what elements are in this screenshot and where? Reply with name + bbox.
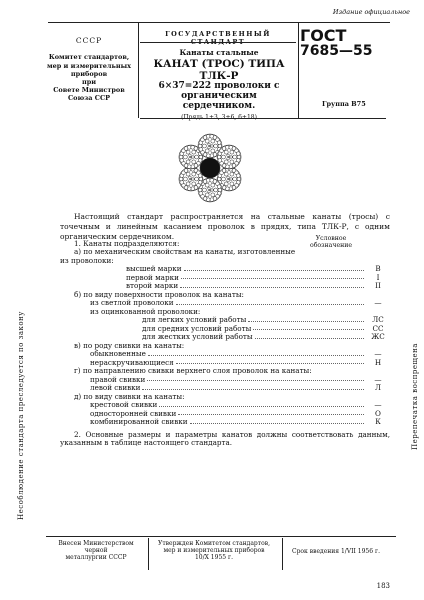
wire bbox=[236, 174, 240, 178]
list-item-label: правой свивки bbox=[90, 375, 146, 384]
designation-code: — bbox=[374, 374, 382, 384]
title-line: Канаты стальные bbox=[179, 48, 259, 57]
list-item bbox=[60, 401, 390, 409]
wire bbox=[186, 182, 190, 186]
designation-code: — bbox=[374, 400, 382, 410]
leader-dots bbox=[176, 299, 364, 304]
document-title bbox=[140, 48, 298, 121]
list-item bbox=[60, 282, 390, 290]
list-item-label: первой марки bbox=[126, 273, 179, 282]
wire bbox=[192, 182, 196, 186]
list-item bbox=[60, 367, 390, 375]
leader-dots bbox=[148, 350, 364, 355]
leader-dots bbox=[253, 325, 364, 330]
footer-line: мер и измерительных приборов bbox=[163, 547, 265, 555]
list-item bbox=[60, 248, 390, 256]
wire bbox=[214, 144, 218, 148]
list-item bbox=[60, 410, 390, 418]
wire bbox=[205, 149, 209, 153]
list-item bbox=[60, 418, 390, 426]
classification-list bbox=[60, 240, 390, 448]
list-item bbox=[60, 376, 390, 384]
wire bbox=[186, 150, 190, 154]
org-line: мер и измерительных bbox=[46, 61, 132, 70]
wire bbox=[236, 152, 240, 156]
wire bbox=[198, 174, 202, 178]
list-item bbox=[60, 299, 390, 307]
wire bbox=[221, 177, 225, 181]
list-item bbox=[60, 350, 390, 358]
divider bbox=[140, 118, 386, 119]
leader-dots bbox=[190, 418, 364, 423]
divider bbox=[282, 538, 283, 570]
wire bbox=[186, 160, 190, 164]
list-item-label: второй марки bbox=[126, 282, 179, 291]
wire bbox=[224, 182, 228, 186]
gost-designation bbox=[300, 28, 380, 59]
wire bbox=[228, 156, 230, 158]
list-item-label: б) по виду поверхности проволок на канаты: bbox=[74, 290, 244, 299]
designation-code: II bbox=[375, 281, 381, 291]
list-item-label: для жестких условий работы bbox=[142, 333, 253, 342]
leader-dots bbox=[147, 376, 364, 381]
list-item bbox=[60, 291, 390, 299]
footer-approved bbox=[150, 540, 278, 562]
code-column-header bbox=[296, 236, 366, 250]
list-item bbox=[60, 316, 390, 324]
list-item-label: из светлой проволоки bbox=[90, 299, 174, 308]
divider bbox=[298, 22, 299, 118]
list-item bbox=[60, 384, 390, 392]
header-rule bbox=[48, 22, 390, 23]
footer-line: Утвержден Комитетом стандартов, bbox=[158, 540, 270, 547]
leader-dots bbox=[184, 265, 364, 270]
footer-line: 10/X 1955 г. bbox=[194, 554, 234, 562]
page-number: 183 bbox=[376, 582, 390, 590]
list-item-label: левой свивки bbox=[90, 384, 141, 393]
wire bbox=[202, 144, 206, 148]
divider bbox=[148, 538, 149, 570]
wire bbox=[192, 160, 196, 164]
designation-code: I bbox=[376, 272, 380, 282]
title-line: КАНАТ (ТРОС) ТИПА ТЛК-Р bbox=[153, 58, 285, 82]
wire bbox=[230, 182, 234, 186]
leader-dots bbox=[248, 316, 364, 321]
issuing-organization bbox=[44, 36, 134, 102]
list-item bbox=[60, 265, 390, 273]
list-item-label: из оцинкованной проволоки: bbox=[90, 307, 201, 316]
wire bbox=[190, 156, 192, 158]
side-note-right bbox=[400, 200, 419, 450]
footer-line: металлургии СССР bbox=[65, 554, 127, 562]
wire bbox=[233, 177, 237, 181]
footer-effective: Срок введения 1/VII 1956 г. bbox=[292, 548, 380, 555]
designation-code: О bbox=[375, 408, 381, 418]
standard-header: ГОСУДАРСТВЕННЫЙ СТАНДАРТ bbox=[165, 30, 271, 46]
wire bbox=[230, 172, 234, 176]
list-item bbox=[60, 257, 390, 265]
gost-number: 7685—55 bbox=[300, 43, 373, 59]
wire bbox=[224, 160, 228, 164]
wire bbox=[205, 139, 209, 143]
list-item bbox=[60, 325, 390, 333]
code-head-line: обозначение bbox=[309, 241, 353, 249]
wire bbox=[230, 150, 234, 154]
leader-dots bbox=[159, 401, 364, 406]
wire bbox=[217, 185, 221, 189]
country-label: СССР bbox=[75, 36, 103, 45]
list-item-label: из проволоки: bbox=[60, 256, 114, 265]
list-item-label: комбинированной свивки bbox=[90, 418, 188, 427]
leader-dots bbox=[255, 333, 364, 338]
wire bbox=[230, 160, 234, 164]
wire bbox=[211, 139, 215, 143]
leader-dots bbox=[181, 274, 364, 279]
list-item-label: а) по механическим свойствам на канаты, изготовленные bbox=[74, 248, 296, 257]
list-item bbox=[60, 342, 390, 350]
list-item-label: для легких условий работы bbox=[142, 316, 247, 325]
list-item bbox=[60, 359, 390, 367]
wire bbox=[211, 183, 215, 187]
group-code: Группа В75 bbox=[322, 100, 366, 108]
designation-code: СС bbox=[372, 323, 384, 333]
org-line: Комитет стандартов, bbox=[48, 53, 130, 62]
wire bbox=[195, 155, 199, 159]
code-head-line: Условное bbox=[315, 235, 347, 242]
org-line: при bbox=[81, 77, 97, 86]
wire bbox=[211, 193, 215, 197]
wire bbox=[214, 188, 218, 192]
edition-note: Издание официальное bbox=[332, 8, 410, 16]
list-item-label: высшей марки bbox=[126, 265, 182, 274]
wire bbox=[183, 177, 187, 181]
wire bbox=[192, 172, 196, 176]
list-item bbox=[60, 333, 390, 341]
list-item-label: обыкновенные bbox=[90, 350, 146, 359]
wire bbox=[233, 155, 237, 159]
list-item-label: односторонней свивки bbox=[90, 409, 177, 418]
designation-code: К bbox=[375, 417, 381, 427]
leader-dots bbox=[142, 384, 364, 389]
leader-dots bbox=[176, 359, 364, 364]
wire bbox=[183, 155, 187, 159]
side-note-text: Несоблюдение стандарта преследуется по закону bbox=[17, 311, 25, 520]
wire bbox=[190, 178, 192, 180]
wire bbox=[209, 145, 211, 147]
wire bbox=[205, 193, 209, 197]
title-line: сердечником. bbox=[182, 100, 256, 111]
designation-code: Н bbox=[374, 357, 382, 367]
list-item-label: в) по роду свивки на канаты: bbox=[74, 341, 185, 350]
wire bbox=[221, 155, 225, 159]
org-line: Союза ССР bbox=[67, 94, 111, 102]
designation-code: В bbox=[375, 264, 381, 274]
title-line: (Прядь 1+3, 3+6, 6+18) bbox=[181, 113, 257, 121]
designation-code: ЖС bbox=[371, 332, 385, 342]
designation-code: — bbox=[374, 298, 382, 308]
side-note-text: Перепечатка воспрещена bbox=[411, 343, 419, 450]
leader-dots bbox=[180, 282, 364, 287]
leader-dots bbox=[178, 410, 364, 415]
wire bbox=[192, 150, 196, 154]
list-item bbox=[60, 308, 390, 316]
list-item bbox=[60, 274, 390, 282]
footer-rule bbox=[46, 536, 396, 537]
organic-core bbox=[200, 158, 220, 178]
gost-label: ГОСТ bbox=[300, 26, 347, 45]
footer-introduced bbox=[48, 540, 144, 562]
section-2: 2. Основные размеры и параметры канатов должны соответствовать данным, указанным в таблице настоящего стандарта. bbox=[60, 429, 390, 448]
org-line: приборов bbox=[70, 69, 108, 78]
wire bbox=[228, 178, 230, 180]
wire bbox=[224, 150, 228, 154]
wire bbox=[217, 141, 221, 145]
rope-cross-section-figure bbox=[160, 128, 260, 208]
list-item-label: для средних условий работы bbox=[142, 324, 252, 333]
list-item-label: д) по виду свивки на канаты: bbox=[74, 392, 185, 401]
list-item bbox=[60, 393, 390, 401]
list-item-label: крестовой свивки bbox=[90, 401, 158, 410]
section-heading: 1. Канаты подразделяются: bbox=[74, 239, 180, 248]
wire bbox=[186, 172, 190, 176]
list-item-label: г) по направлению свивки верхнего слоя проволок на канаты: bbox=[74, 367, 312, 376]
wire bbox=[211, 149, 215, 153]
list-item-label: нераскручивающиеся bbox=[90, 358, 174, 367]
wire bbox=[209, 189, 211, 191]
wire bbox=[202, 188, 206, 192]
footer-line: Внесен Министерством черной bbox=[58, 540, 134, 555]
title-line: 6×37=222 проволоки с органическим bbox=[158, 81, 280, 101]
designation-code: — bbox=[374, 349, 382, 359]
wire bbox=[205, 183, 209, 187]
divider bbox=[140, 42, 296, 43]
org-line: Совете Министров bbox=[53, 85, 125, 94]
designation-code: Л bbox=[375, 383, 381, 393]
designation-code: ЛС bbox=[372, 315, 384, 325]
wire bbox=[195, 177, 199, 181]
intro-paragraph: Настоящий стандарт распространяется на стальные канаты (тросы) с точечным и линейным касанием проволок в прядях, типа ТЛК-Р, с одним органическим сердечником. bbox=[60, 212, 390, 242]
divider bbox=[138, 22, 139, 118]
side-note-left bbox=[6, 200, 25, 520]
wire bbox=[224, 172, 228, 176]
